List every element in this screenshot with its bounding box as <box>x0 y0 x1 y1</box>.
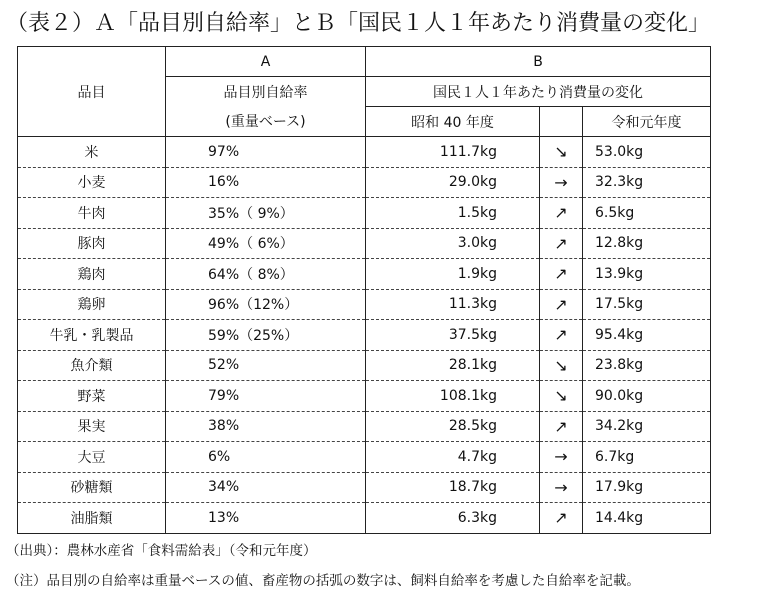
trend-arrow: ↗ <box>540 198 583 229</box>
consumption-r1: 6.7kg <box>583 442 711 473</box>
item-name: 牛肉 <box>18 198 166 229</box>
self-sufficiency-rate: 52% <box>166 350 366 381</box>
item-name: 砂糖類 <box>18 472 166 503</box>
self-sufficiency-rate: 13% <box>166 503 366 534</box>
trend-arrow: → <box>540 472 583 503</box>
consumption-s40: 28.1kg <box>366 350 540 381</box>
table-row <box>18 198 711 229</box>
trend-arrow: → <box>540 442 583 473</box>
item-name: 豚肉 <box>18 228 166 259</box>
self-sufficiency-rate: 59%（25%） <box>166 320 366 351</box>
self-sufficiency-rate: 38% <box>166 411 366 442</box>
header-a: A <box>166 47 366 77</box>
table-row <box>18 320 711 351</box>
table-title: （表２）Ａ「品目別自給率」とＢ「国民１人１年あたり消費量の変化」 <box>6 11 711 36</box>
table-row <box>18 289 711 320</box>
trend-arrow: ↘ <box>540 350 583 381</box>
self-sufficiency-rate: 6% <box>166 442 366 473</box>
trend-arrow: ↗ <box>540 289 583 320</box>
source-note: （出典）：農林水産省「食料需給表」（令和元年度） <box>6 543 317 559</box>
self-sufficiency-rate: 97% <box>166 137 366 168</box>
item-name: 鶏卵 <box>18 289 166 320</box>
table-row <box>18 472 711 503</box>
self-sufficiency-rate: 49%（ 6%） <box>166 228 366 259</box>
header-a-sub1: 品目別自給率 <box>166 77 366 107</box>
consumption-s40: 29.0kg <box>366 167 540 198</box>
table-row <box>18 167 711 198</box>
consumption-s40: 108.1kg <box>366 381 540 412</box>
item-name: 大豆 <box>18 442 166 473</box>
header-item: 品目 <box>18 47 166 137</box>
trend-arrow: ↗ <box>540 411 583 442</box>
header-b: B <box>366 47 711 77</box>
consumption-s40: 111.7kg <box>366 137 540 168</box>
consumption-r1: 34.2kg <box>583 411 711 442</box>
consumption-s40: 18.7kg <box>366 472 540 503</box>
table-row <box>18 381 711 412</box>
consumption-r1: 6.5kg <box>583 198 711 229</box>
footnote: （注）品目別の自給率は重量ベースの値、畜産物の括弧の数字は、飼料自給率を考慮した自給率を記載。 <box>6 573 640 589</box>
item-name: 小麦 <box>18 167 166 198</box>
consumption-s40: 6.3kg <box>366 503 540 534</box>
table-row <box>18 411 711 442</box>
header-b-col2: 令和元年度 <box>583 107 711 137</box>
table-row <box>18 228 711 259</box>
trend-arrow: ↗ <box>540 228 583 259</box>
table-row <box>18 137 711 168</box>
consumption-r1: 23.8kg <box>583 350 711 381</box>
table-row <box>18 259 711 290</box>
item-name: 油脂類 <box>18 503 166 534</box>
consumption-table <box>17 46 711 534</box>
item-name: 果実 <box>18 411 166 442</box>
consumption-s40: 37.5kg <box>366 320 540 351</box>
consumption-r1: 12.8kg <box>583 228 711 259</box>
trend-arrow: ↘ <box>540 381 583 412</box>
consumption-r1: 90.0kg <box>583 381 711 412</box>
item-name: 鶏肉 <box>18 259 166 290</box>
self-sufficiency-rate: 16% <box>166 167 366 198</box>
consumption-r1: 13.9kg <box>583 259 711 290</box>
self-sufficiency-rate: 34% <box>166 472 366 503</box>
header-b-sub: 国民１人１年あたり消費量の変化 <box>366 77 711 107</box>
consumption-s40: 1.5kg <box>366 198 540 229</box>
consumption-s40: 28.5kg <box>366 411 540 442</box>
header-b-col1: 昭和 40 年度 <box>366 107 540 137</box>
consumption-s40: 11.3kg <box>366 289 540 320</box>
self-sufficiency-rate: 64%（ 8%） <box>166 259 366 290</box>
trend-arrow: ↗ <box>540 259 583 290</box>
consumption-r1: 17.5kg <box>583 289 711 320</box>
table-row <box>18 503 711 534</box>
item-name: 米 <box>18 137 166 168</box>
consumption-r1: 14.4kg <box>583 503 711 534</box>
header-a-sub2: (重量ベース) <box>166 107 366 137</box>
consumption-s40: 4.7kg <box>366 442 540 473</box>
item-name: 魚介類 <box>18 350 166 381</box>
item-name: 牛乳・乳製品 <box>18 320 166 351</box>
consumption-r1: 32.3kg <box>583 167 711 198</box>
consumption-s40: 3.0kg <box>366 228 540 259</box>
trend-arrow: ↗ <box>540 320 583 351</box>
consumption-s40: 1.9kg <box>366 259 540 290</box>
trend-arrow: ↘ <box>540 137 583 168</box>
table-row <box>18 350 711 381</box>
consumption-r1: 53.0kg <box>583 137 711 168</box>
self-sufficiency-rate: 35%（ 9%） <box>166 198 366 229</box>
consumption-r1: 17.9kg <box>583 472 711 503</box>
self-sufficiency-rate: 79% <box>166 381 366 412</box>
trend-arrow: ↗ <box>540 503 583 534</box>
consumption-r1: 95.4kg <box>583 320 711 351</box>
item-name: 野菜 <box>18 381 166 412</box>
self-sufficiency-rate: 96%（12%） <box>166 289 366 320</box>
table-row <box>18 442 711 473</box>
header-arrow-col <box>540 107 583 137</box>
trend-arrow: → <box>540 167 583 198</box>
